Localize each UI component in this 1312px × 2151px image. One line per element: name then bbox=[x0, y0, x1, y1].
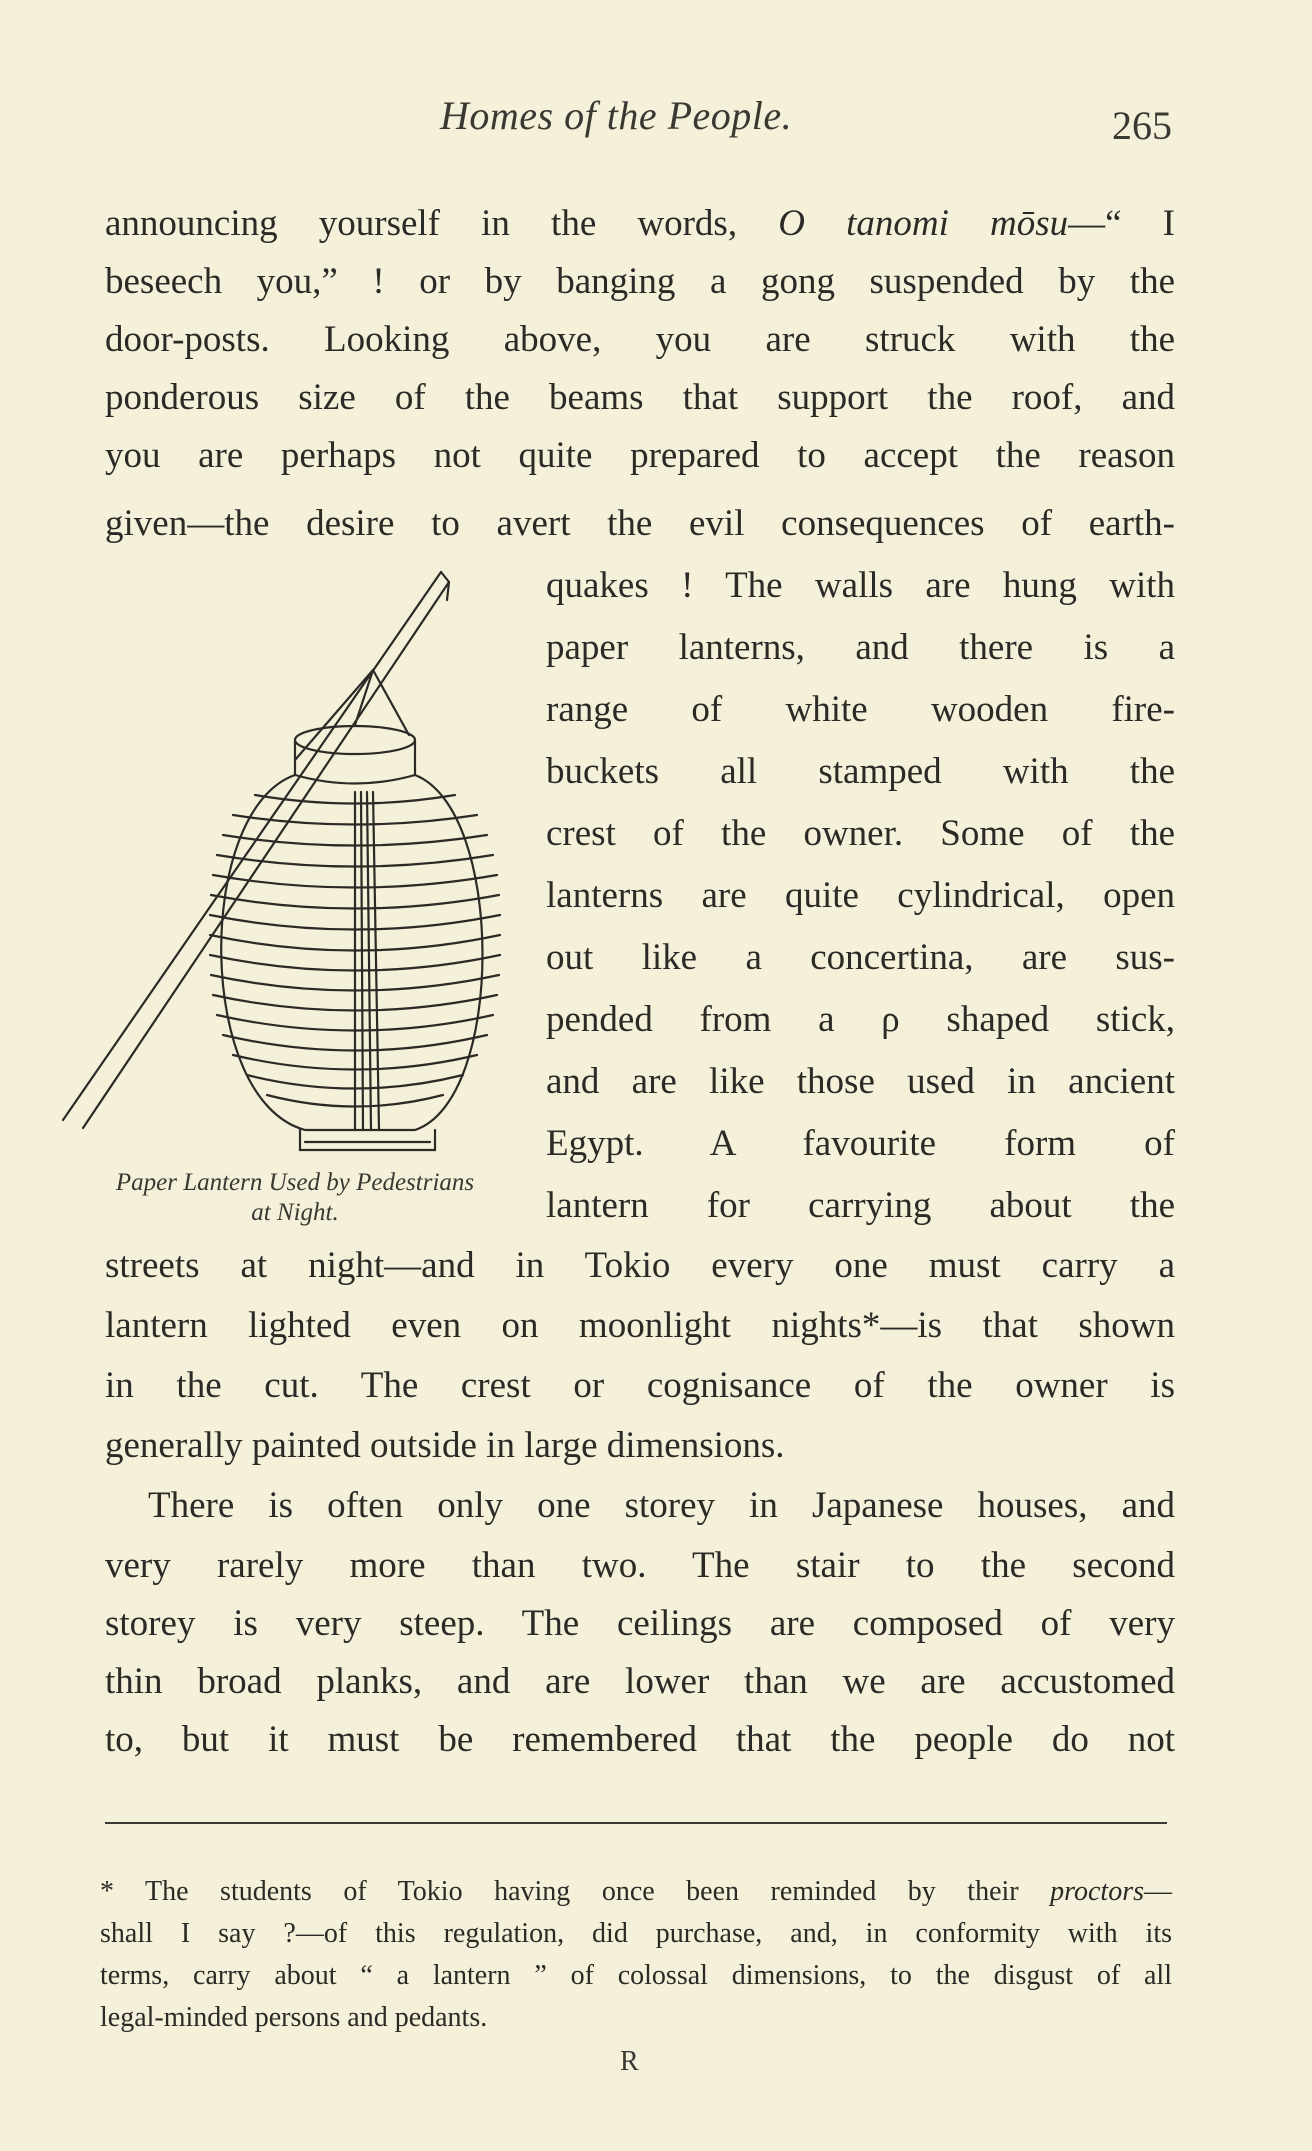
body-line: door-posts. Looking above, you are struck with the bbox=[105, 319, 1175, 360]
running-title: Homes of the People. bbox=[440, 93, 793, 138]
figure-caption: Paper Lantern Used by Pedestrians at Night. bbox=[115, 1169, 475, 1226]
body-line: storey is very steep. The ceilings are composed of very bbox=[105, 1603, 1175, 1644]
body-line: crest of the owner. Some of the bbox=[546, 813, 1175, 854]
body-line: lantern for carrying about the bbox=[546, 1185, 1175, 1226]
body-line: There is often only one storey in Japanese houses, and bbox=[148, 1485, 1175, 1526]
footnote-line: terms, carry about “ a lantern ” of colossal dimensions, to the disgust of all bbox=[100, 1960, 1172, 1991]
body-line: you are perhaps not quite prepared to accept the reason bbox=[105, 435, 1175, 476]
body-line: buckets all stamped with the bbox=[546, 751, 1175, 792]
body-line: to, but it must be remembered that the people do not bbox=[105, 1719, 1175, 1760]
body-line: very rarely more than two. The stair to the second bbox=[105, 1545, 1175, 1586]
page-number: 265 bbox=[1112, 103, 1172, 148]
body-line: Egypt. A favourite form of bbox=[546, 1123, 1175, 1164]
signature-mark: R bbox=[620, 2046, 639, 2077]
body-line: pended from a ρ shaped stick, bbox=[546, 999, 1175, 1040]
body-line: lantern lighted even on moonlight nights*—is that shown bbox=[105, 1305, 1175, 1346]
body-line: announcing yourself in the words, O tanomi mōsu—“ I bbox=[105, 203, 1175, 244]
body-line: out like a concertina, are sus- bbox=[546, 937, 1175, 978]
body-line: given—the desire to avert the evil consequences of earth- bbox=[105, 503, 1175, 544]
footnote-line: legal-minded persons and pedants. bbox=[100, 2002, 488, 2033]
paper-lantern-illustration bbox=[55, 560, 545, 1160]
body-line: generally painted outside in large dimensions. bbox=[105, 1425, 785, 1466]
japanese-phrase: O tanomi mōsu bbox=[778, 203, 1069, 244]
body-line: beseech you,” ! or by banging a gong suspended by the bbox=[105, 261, 1175, 302]
running-head bbox=[0, 92, 1312, 148]
body-line: quakes ! The walls are hung with bbox=[546, 565, 1175, 606]
body-line: and are like those used in ancient bbox=[546, 1061, 1175, 1102]
body-line: range of white wooden fire- bbox=[546, 689, 1175, 730]
body-line: lanterns are quite cylindrical, open bbox=[546, 875, 1175, 916]
body-line: streets at night—and in Tokio every one must carry a bbox=[105, 1245, 1175, 1286]
body-line: ponderous size of the beams that support the roof, and bbox=[105, 377, 1175, 418]
footnote-line: * The students of Tokio having once been reminded by their proctors— bbox=[100, 1876, 1172, 1907]
body-line: paper lanterns, and there is a bbox=[546, 627, 1175, 668]
body-line: thin broad planks, and are lower than we are accustomed bbox=[105, 1661, 1175, 1702]
footnote-rule bbox=[105, 1822, 1167, 1824]
body-line: in the cut. The crest or cognisance of the owner is bbox=[105, 1365, 1175, 1406]
footnote-line: shall I say ?—of this regulation, did purchase, and, in conformity with its bbox=[100, 1918, 1172, 1949]
